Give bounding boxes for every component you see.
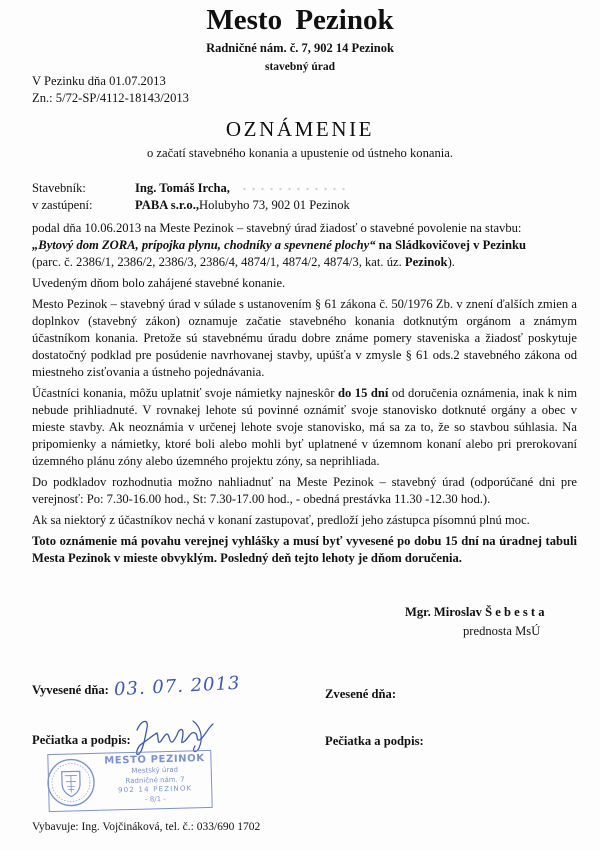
agent-name: PABA s.r.o., [135, 198, 200, 212]
stamp-number: - 8/1 - [144, 794, 166, 804]
builder-row [32, 180, 350, 197]
stamp-street: Radničné nám. 7 [125, 775, 185, 785]
stamp-office: Mestský úrad [131, 765, 179, 775]
project-name: „Bytový dom ZORA, prípojka plynu, chodníky a spevnené plochy“ [32, 238, 376, 252]
handled-by: Vybavuje: Ing. Vojčináková, tel. č.: 033/690 1702 [32, 821, 261, 833]
builder-name: Ing. Tomáš Ircha, [135, 181, 230, 195]
application-paragraph [32, 220, 577, 271]
stamp-signature-label-left: Pečiatka a podpis: [32, 733, 131, 747]
representation-paragraph: Ak sa niektorý z účastníkov nechá v konaní zastupovať, predloží jeho zástupca písomnú plnú moc. [32, 513, 530, 527]
notice-subtitle: o začatí stavebného konania a upustenie od ústneho konania. [146, 146, 453, 160]
coat-of-arms-icon [44, 756, 97, 809]
notice-body [32, 220, 577, 571]
inspection-paragraph: Do podkladov rozhodnutia možno nahliadnuť na Meste Pezinok – stavebný úrad (odporúčané dni pre verejnosť: Po: 7.30-16.00 hod., St: 7.30-17.00 hod., - obedná prestávka 11.30 -12.30 hod.). [32, 475, 577, 506]
stamp-postcode: 902 14 PEZINOK [117, 784, 193, 795]
signature-block [405, 603, 545, 641]
posted-date-label: Vyvesené dňa: [32, 683, 109, 697]
objections-deadline: do 15 dní [337, 386, 389, 400]
project-location: na Sládkovičovej v Pezinku [375, 238, 526, 252]
date-line: V Pezinku dňa 01.07.2013 [32, 74, 166, 88]
objections-text-b: od doručenia oznámenia, inak k nim nebude prihliadnuté. V rovnakej lehote sú povinné oznámiť svoje stanovisko dotknuté orgány a obec v mieste stavby. Ak neoznámia v určenej lehote svoje stanovisko, má sa za to, že so stavbou súhlasia. Na pripomienky a námietky, ktoré boli alebo mohli byť uplatnené v územnom konaní alebo pri prerokovaní územného plánu zóny alebo územného projektu zóny, sa neprihliada. [32, 386, 578, 468]
official-stamp [47, 750, 212, 812]
agent-address: Holubyho 73, 902 01 Pezinok [199, 198, 350, 212]
objections-text-a: Účastníci konania, môžu uplatniť svoje námietky najneskôr [32, 386, 338, 400]
signatory-role: prednosta MsÚ [463, 624, 541, 638]
builder-label: Stavebník: [32, 181, 86, 195]
notice-title: OZNÁMENIE [225, 117, 375, 141]
parcel-list-end: ). [447, 255, 455, 269]
city-title: Mesto Pezinok [206, 4, 394, 36]
agent-row [32, 197, 350, 214]
posted-date-handwritten: 03. 07. 2013 [113, 672, 241, 701]
legal-basis-paragraph: Mesto Pezinok – stavebný úrad v súlade s ustanovením § 61 zákona č. 50/1976 Zb. v znení ďalších zmien a doplnkov (stavebný zákon) oznamuje začatie stavebného konania dotknutým orgánom a známym účastníkom konania. Pretože sú stavebnému úradu dobre známe pomery staveniska a žiadosť poskytuje dostatočný podklad pre posúdenie navrhovanej stavby, upúšťa v zmysle § 61 ods.2 stavebného zákona od miestneho zisťovania a ústneho pojednávania. [32, 297, 577, 379]
stamp-text [100, 753, 209, 806]
application-intro: podal dňa 10.06.2013 na Meste Pezinok – stavebný úrad žiadosť o stavebné povolenie na stavbu: [32, 221, 522, 235]
office-name: stavebný úrad [265, 61, 335, 73]
commencement-paragraph: Uvedeným dňom bolo zahájené stavebné konanie. [32, 276, 286, 290]
parties-block [32, 180, 350, 214]
public-notice-paragraph: Toto oznámenie má povahu verejnej vyhlášky a musí byť vyvesené po dobu 15 dní na úradnej tabuli Mesta Pezinok v mieste obvyklým. Posledný deň tejto lehoty je dňom doručenia. [32, 534, 577, 565]
stamp-city: MESTO PEZINOK [104, 753, 205, 767]
cadastral-area: Pezinok [404, 255, 448, 269]
reference-number: Zn.: 5/72-SP/4112-18143/2013 [32, 91, 189, 105]
parcel-list: (parc. č. 2386/1, 2386/2, 2386/3, 2386/4, 4874/1, 4874/2, 4874/3, kat. úz. [32, 255, 405, 269]
redacted-text [240, 186, 350, 192]
removed-date-label: Zvesené dňa: [325, 687, 397, 701]
objections-paragraph [32, 385, 577, 470]
agent-label: v zastúpení: [32, 198, 93, 212]
city-address: Radničné nám. č. 7, 902 14 Pezinok [206, 41, 394, 55]
signatory-name: Mgr. Miroslav Š e b e s t a [405, 605, 545, 619]
stamp-signature-label-right: Pečiatka a podpis: [325, 734, 424, 748]
